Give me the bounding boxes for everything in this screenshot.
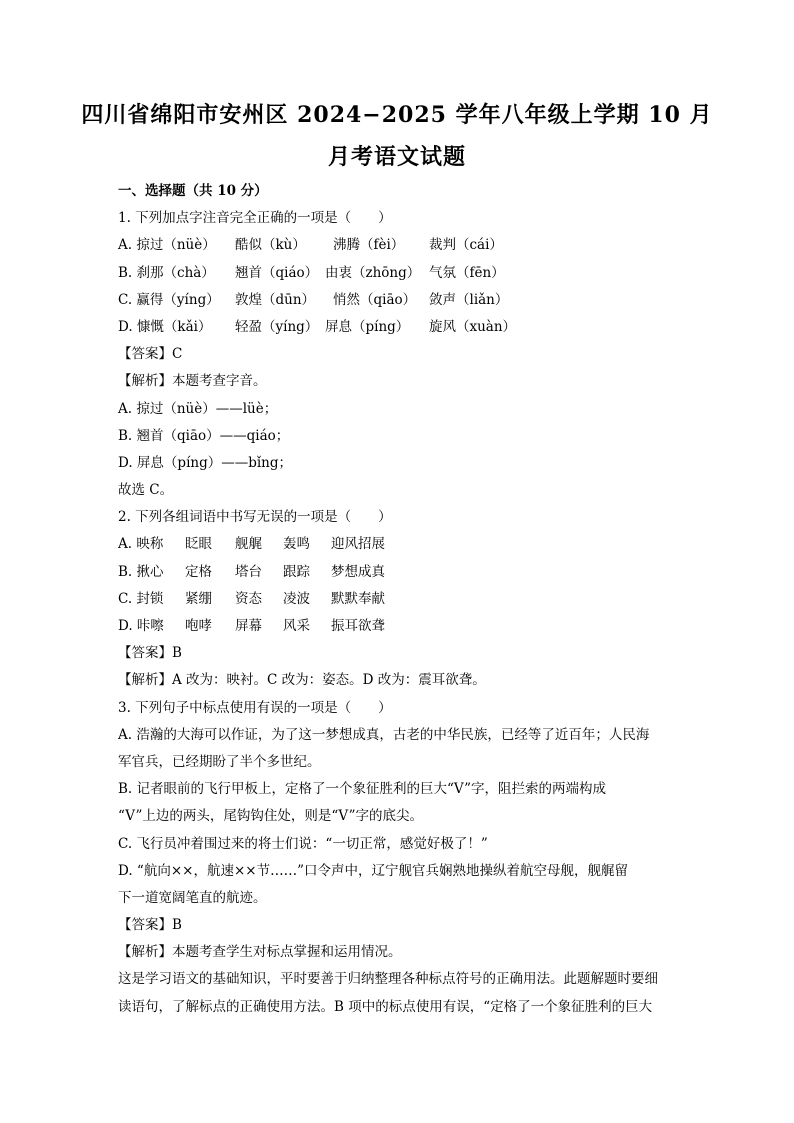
option-item: 轻盈（yíng）	[235, 318, 319, 335]
document-title-line-2: 月考语文试题	[327, 144, 466, 170]
question-1-note: 故选 C。	[118, 482, 174, 499]
question-3-option-a-cont: 军官兵，已经期盼了半个多世纪。	[118, 753, 321, 770]
option-item: D. 慷慨（kǎi）	[118, 318, 212, 335]
question-3-paragraph-cont: 读语句，了解标点的正确使用方法。B 项中的标点使用有误，“定格了一个象征胜利的巨大	[118, 998, 653, 1015]
question-3-option-c: C. 飞行员冲着围过来的将士们说：“一切正常，感觉好极了！”	[118, 835, 488, 852]
option-item: 屏幕	[235, 618, 262, 634]
option-item: B. 揪心	[118, 563, 164, 580]
question-1-option-b	[118, 260, 678, 287]
option-item: B. 刹那（chà）	[118, 264, 215, 281]
option-item: 酷似（kù）	[235, 237, 306, 254]
question-3-paragraph: 这是学习语文的基础知识，平时要善于归纳整理各种标点符号的正确用法。此题解题时要细	[118, 971, 658, 988]
option-item: 默默奉献	[331, 590, 385, 607]
option-item: 悄然（qiāo）	[333, 291, 417, 308]
question-2-analysis: 【解析】A 改为：映衬。C 改为：姿态。D 改为：震耳欲聋。	[118, 672, 486, 689]
document-body	[118, 178, 678, 1021]
option-item: 翘首（qiáo）	[235, 264, 319, 281]
option-item: 梦想成真	[331, 563, 385, 580]
question-3-stem: 3. 下列句子中标点使用有误的一项是（ ）	[118, 699, 392, 716]
question-3-option-b-cont: “V”上边的两头，尾钩钩住处，则是“V”字的底尖。	[118, 808, 423, 825]
option-item: 裁判（cái）	[429, 237, 503, 254]
question-2-option-c	[118, 586, 678, 613]
option-item: 塔台	[235, 563, 262, 580]
option-item: 敦煌（dūn）	[235, 291, 316, 308]
question-2-option-a	[118, 531, 678, 558]
question-1-option-d	[118, 314, 678, 341]
option-item: 咆哮	[185, 618, 212, 634]
option-item: C. 封锁	[118, 590, 164, 607]
question-2-option-b	[118, 559, 678, 586]
option-item: 由衷（zhōng）	[325, 264, 421, 281]
option-item: 定格	[185, 563, 212, 580]
option-item: A. 掠过（nüè）	[118, 237, 216, 254]
question-3-option-b: B. 记者眼前的飞行甲板上，定格了一个象征胜利的巨大“V”字，阻拦索的两端构成	[118, 781, 607, 798]
option-item: C. 赢得（yíng）	[118, 291, 220, 308]
option-item: D. 咔嚓	[118, 618, 164, 634]
option-item: 敛声（liǎn）	[429, 291, 509, 308]
question-2-stem: 2. 下列各组词语中书写无误的一项是（ ）	[118, 509, 392, 526]
option-item: 资态	[235, 590, 262, 607]
question-1-analysis: 【解析】本题考查字音。	[118, 373, 267, 390]
question-1-note: A. 掠过（nüè）——lüè；	[118, 400, 278, 417]
question-3-option-d: D. “航向××，航速××节……”口令声中，辽宁舰官兵娴熟地操纵着航空母舰，舰艉留	[118, 862, 628, 879]
option-item: 气氛（fēn）	[429, 264, 505, 281]
question-1-note: B. 翘首（qiāo）——qiáo；	[118, 427, 290, 444]
question-1-stem: 1. 下列加点字注音完全正确的一项是（ ）	[118, 210, 392, 227]
option-item: 迎风招展	[331, 536, 385, 553]
option-item: 屏息（píng）	[325, 318, 410, 335]
option-item: 眨眼	[185, 536, 212, 553]
question-2-option-d	[118, 613, 678, 640]
option-item: 风采	[283, 618, 310, 634]
option-item: 跟踪	[283, 563, 310, 580]
question-3-option-d-cont: 下一道宽阔笔直的航迹。	[118, 889, 267, 906]
option-item: 振耳欲聋	[331, 618, 385, 634]
option-item: A. 映称	[118, 536, 164, 553]
option-item: 轰鸣	[283, 536, 310, 553]
option-item: 沸腾（fèi）	[333, 237, 405, 254]
question-1-option-a	[118, 232, 678, 259]
question-3-analysis: 【解析】本题考查学生对标点掌握和运用情况。	[118, 944, 402, 961]
question-1-option-c	[118, 287, 678, 314]
question-3-option-a: A. 浩瀚的大海可以作证，为了这一梦想成真，古老的中华民族，已经等了近百年；人民海	[118, 726, 650, 743]
option-item: 凌波	[283, 590, 310, 607]
option-item: 紧绷	[185, 590, 212, 607]
question-1-note: D. 屏息（píng）——bǐng；	[118, 454, 293, 471]
option-item: 旋风（xuàn）	[429, 318, 517, 335]
option-item: 舰艉	[235, 536, 262, 553]
document-title-line-1: 四川省绵阳市安州区 2024−2025 学年八年级上学期 10 月	[81, 102, 713, 128]
section-heading: 一、选择题（共 10 分）	[118, 183, 268, 199]
question-3-answer: 【答案】B	[118, 917, 182, 934]
question-2-answer: 【答案】B	[118, 645, 182, 662]
question-1-answer: 【答案】C	[118, 346, 183, 363]
